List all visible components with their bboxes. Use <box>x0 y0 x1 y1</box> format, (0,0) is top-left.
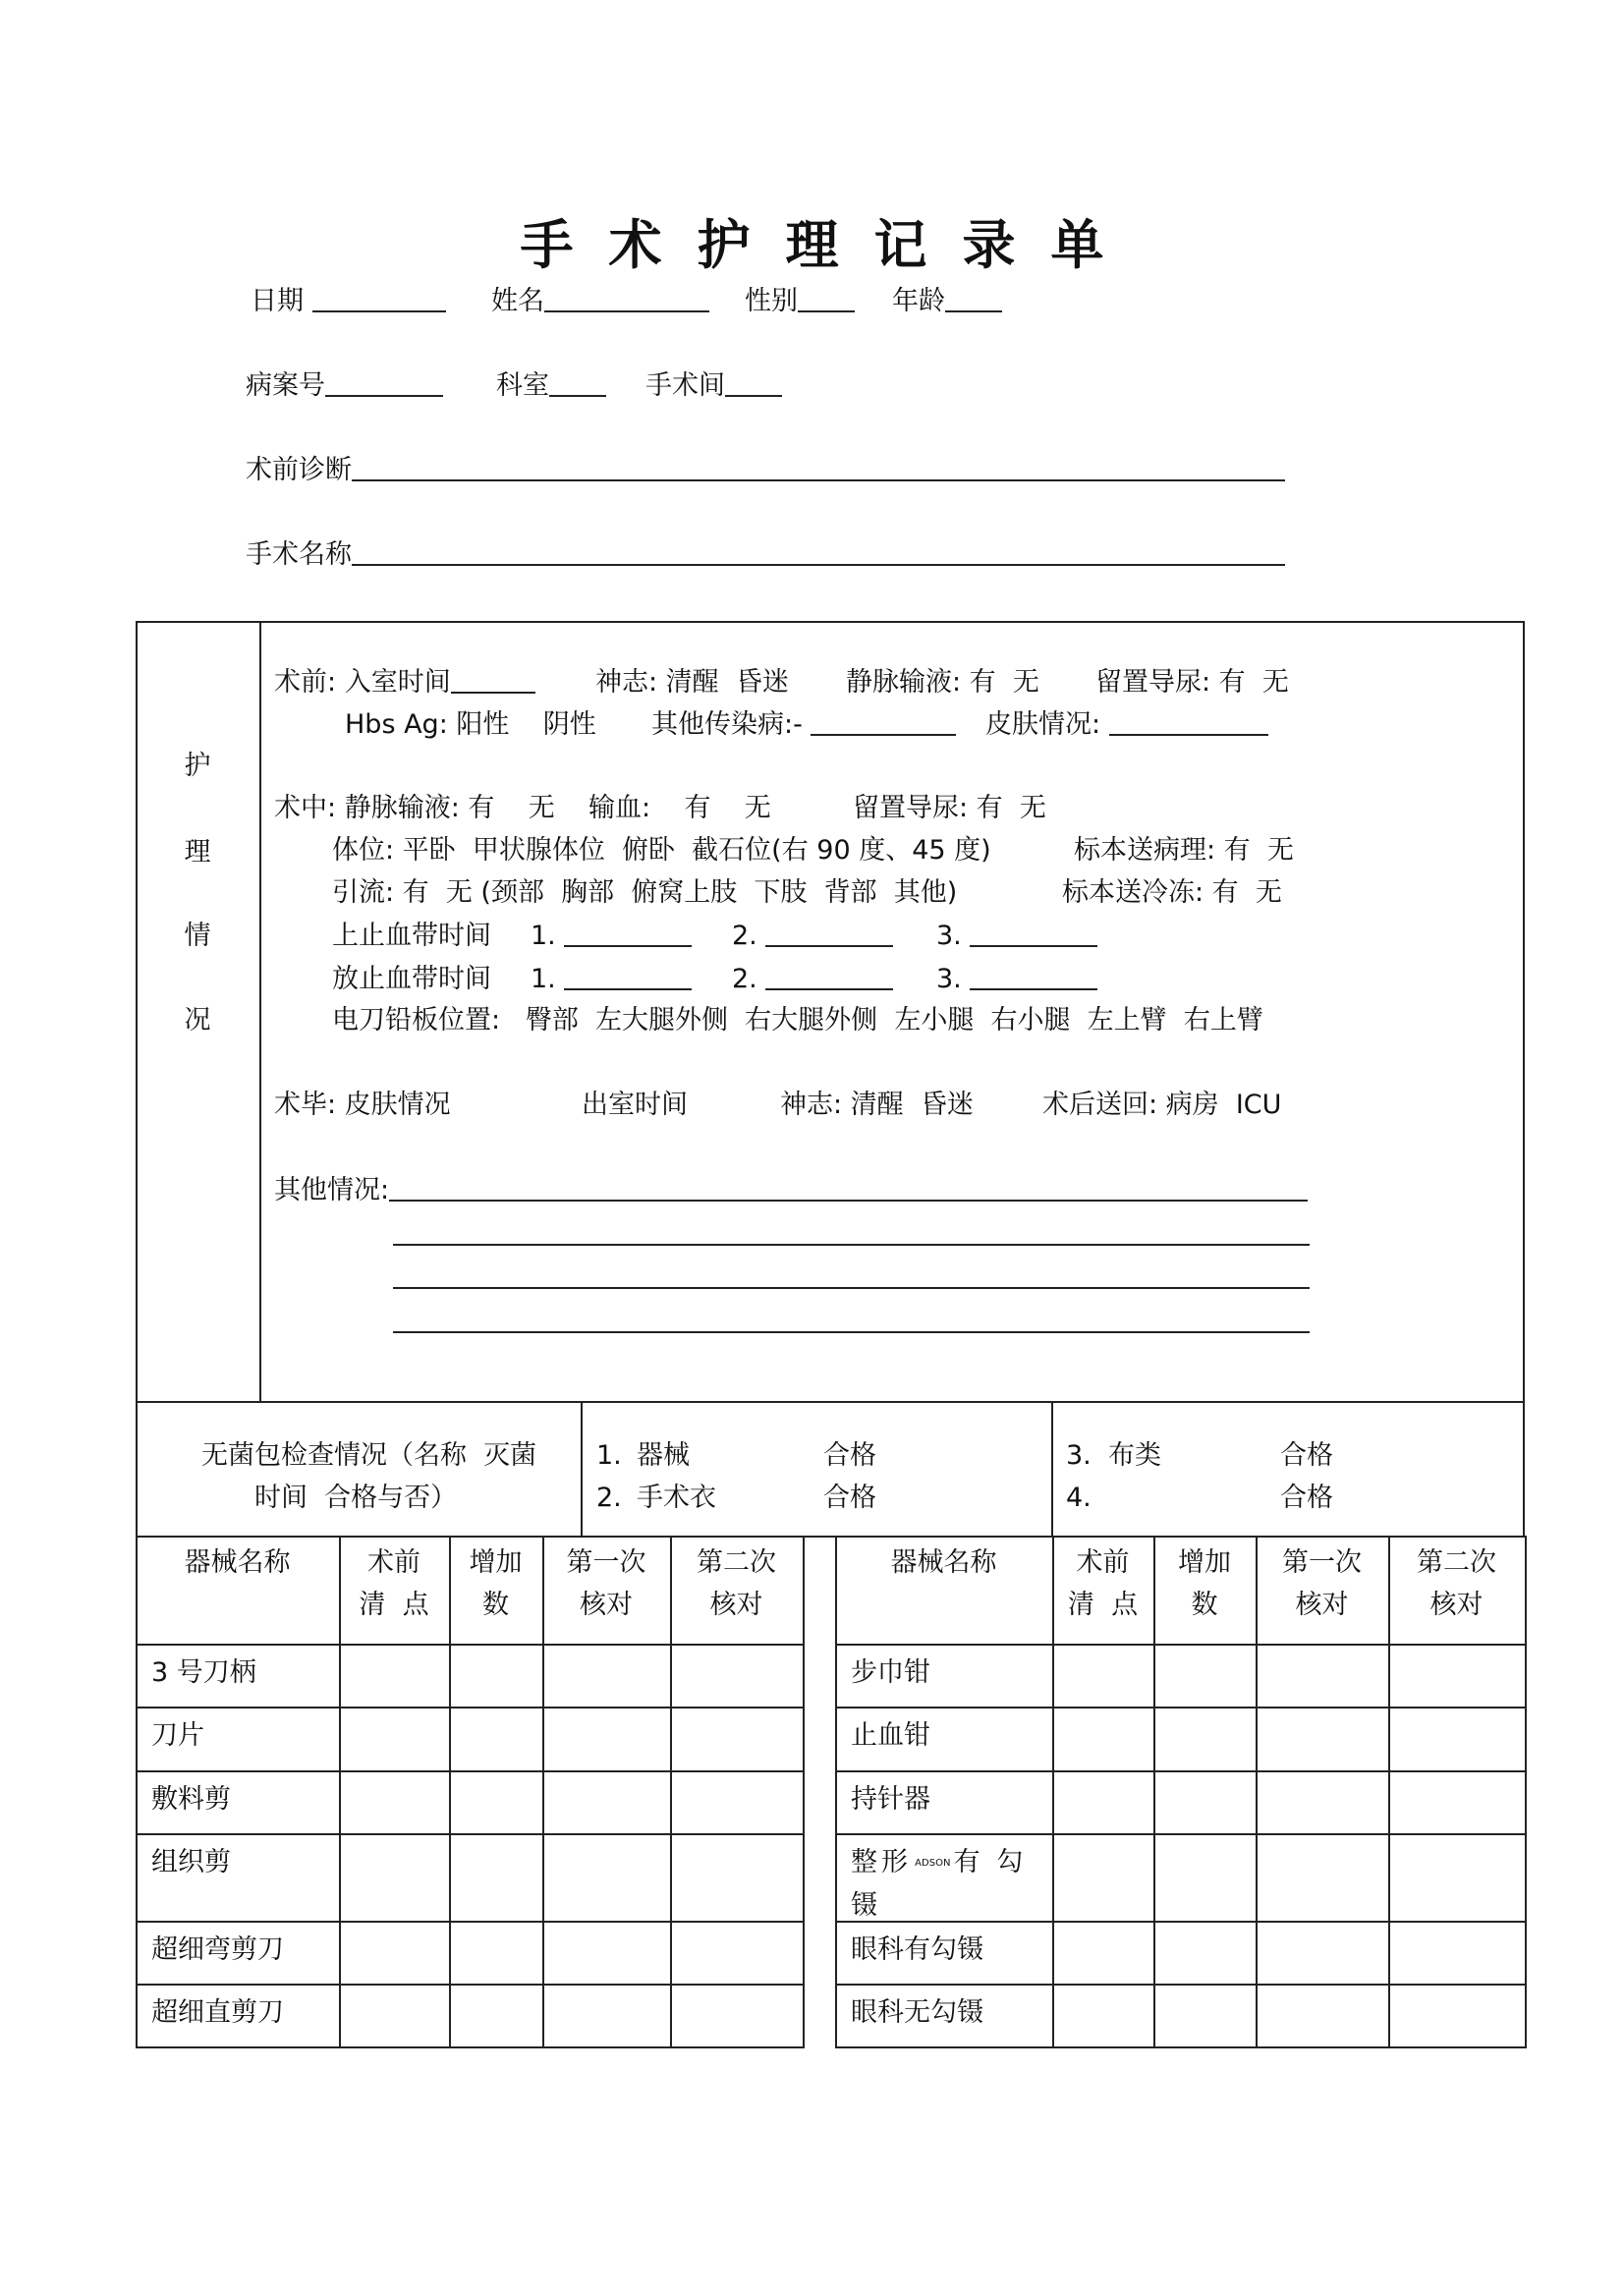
tourniquet-off-label: 放止血带时间 <box>332 964 491 994</box>
count-cell[interactable] <box>1155 1986 1256 2046</box>
instrument-name: 持针器 <box>851 1784 930 1815</box>
column-header-line: 器械名称 <box>184 1547 291 1578</box>
record-no-field[interactable] <box>246 370 443 402</box>
date-label: 日期 <box>251 286 304 316</box>
slot-number: 2. <box>732 964 757 994</box>
count-cell[interactable] <box>341 1708 449 1770</box>
preop-diagnosis-blank[interactable] <box>352 456 1285 481</box>
count-cell[interactable] <box>1390 1772 1525 1833</box>
sterile-item-no: 3. <box>1066 1440 1092 1471</box>
age-blank[interactable] <box>945 287 1002 312</box>
name-label: 姓名 <box>491 286 544 316</box>
count-cell[interactable] <box>1390 1986 1525 2046</box>
side-label-char: 况 <box>184 1005 211 1036</box>
slot-blank[interactable] <box>564 965 692 990</box>
other-infection-blank[interactable] <box>811 710 956 736</box>
slot-number: 3. <box>936 921 962 951</box>
column-header <box>1052 1541 1153 1626</box>
column-header <box>449 1541 542 1626</box>
column-header <box>670 1541 803 1626</box>
slot-number: 2. <box>732 921 757 951</box>
count-cell[interactable] <box>341 1923 449 1984</box>
count-cell[interactable] <box>544 1986 670 2046</box>
count-cell[interactable] <box>1054 1772 1153 1833</box>
intraop-pathology: 标本送病理: 有 无 <box>1074 835 1294 866</box>
adson-label: ADSON <box>912 1858 954 1869</box>
table-column-line <box>803 1536 805 2048</box>
instrument-name: 刀片 <box>151 1720 204 1751</box>
sterile-item-status: 合格 <box>823 1440 876 1471</box>
count-cell[interactable] <box>1054 1708 1153 1770</box>
postop-consciousness: 神志: 清醒 昏迷 <box>780 1090 974 1120</box>
date-field[interactable] <box>251 286 446 317</box>
table-row-line <box>835 2046 1525 2048</box>
count-cell[interactable] <box>341 1646 449 1707</box>
record-no-blank[interactable] <box>325 371 443 397</box>
tourniquet-on-slot[interactable] <box>531 921 692 952</box>
sterile-item-name: 器械 <box>637 1440 690 1471</box>
postop-skin: 术毕: 皮肤情况 <box>274 1090 451 1120</box>
nursing-divider <box>259 621 261 1403</box>
sterile-divider <box>581 1401 583 1536</box>
column-header <box>1256 1541 1388 1626</box>
count-cell[interactable] <box>672 1835 803 1921</box>
count-cell[interactable] <box>1390 1708 1525 1770</box>
count-cell[interactable] <box>1258 1646 1388 1707</box>
entry-time-blank[interactable] <box>451 668 535 694</box>
column-header-line: 增加 <box>1178 1547 1231 1578</box>
name-field[interactable] <box>491 286 709 317</box>
skin-field[interactable] <box>985 709 1268 741</box>
column-header-line: 第二次 <box>1417 1547 1496 1578</box>
preop-catheter: 留置导尿: 有 无 <box>1095 667 1289 698</box>
column-header <box>835 1541 1052 1626</box>
record-no-label: 病案号 <box>246 370 325 401</box>
other-notes-line[interactable] <box>393 1244 1310 1246</box>
column-header-line: 第一次 <box>1282 1547 1362 1578</box>
intraop-drainage: 引流: 有 无 (颈部 胸部 俯窝上肢 下肢 背部 其他) <box>332 877 958 908</box>
sterile-divider <box>1051 1401 1053 1536</box>
tourniquet-off-slot[interactable] <box>936 964 1097 995</box>
count-cell[interactable] <box>544 1835 670 1921</box>
count-cell[interactable] <box>1390 1923 1525 1984</box>
instrument-name: 眼科无勾镊 <box>851 1997 983 2028</box>
sterile-item-status: 合格 <box>1280 1483 1333 1513</box>
instrument-name: 止血钳 <box>851 1720 930 1751</box>
postop-exit-time: 出室时间 <box>582 1090 688 1120</box>
column-header-line: 术前 <box>367 1547 420 1578</box>
count-cell[interactable] <box>451 1923 542 1984</box>
other-notes-line[interactable] <box>393 1331 1310 1333</box>
count-cell[interactable] <box>1054 1923 1153 1984</box>
column-header-line: 清 点 <box>1067 1590 1139 1620</box>
count-cell[interactable] <box>1054 1986 1153 2046</box>
instrument-name-text: 整形 <box>851 1847 912 1877</box>
table-row-line <box>136 2046 803 2048</box>
column-header <box>1388 1541 1525 1626</box>
tourniquet-on-slot[interactable] <box>936 921 1097 952</box>
other-notes-label: 其他情况: <box>274 1175 390 1205</box>
count-cell[interactable] <box>451 1835 542 1921</box>
sterile-item-no: 1. <box>596 1440 622 1471</box>
side-label-char: 情 <box>184 921 211 951</box>
column-header-line: 器械名称 <box>890 1547 997 1578</box>
instrument-name: 敷料剪 <box>151 1784 231 1815</box>
column-header <box>1153 1541 1256 1626</box>
count-cell[interactable] <box>544 1772 670 1833</box>
preop-iv-infusion: 静脉输液: 有 无 <box>846 667 1039 698</box>
sterile-item-no: 2. <box>596 1483 622 1513</box>
intraop-iv-transfusion: 静脉输液: 有 无 输血: 有 无 <box>344 793 771 823</box>
slot-blank[interactable] <box>765 965 893 990</box>
column-header <box>339 1541 449 1626</box>
count-cell[interactable] <box>1390 1646 1525 1707</box>
surgery-name-blank[interactable] <box>352 540 1285 566</box>
intraop-label: 术中: <box>274 793 337 823</box>
side-label-char: 护 <box>184 751 211 781</box>
count-cell[interactable] <box>544 1646 670 1707</box>
column-header <box>542 1541 670 1626</box>
gender-field[interactable] <box>745 286 855 317</box>
operating-room-blank[interactable] <box>725 371 782 397</box>
instrument-name: 3 号刀柄 <box>151 1657 256 1688</box>
tourniquet-off-row <box>332 964 491 995</box>
slot-number: 1. <box>531 921 556 951</box>
count-cell[interactable] <box>1054 1646 1153 1707</box>
hbsag-status: Hbs Ag: 阳性 阴性 <box>345 709 596 740</box>
tourniquet-on-slot[interactable] <box>732 921 893 952</box>
count-cell[interactable] <box>1258 1835 1388 1921</box>
column-header-line <box>835 1584 1052 1626</box>
electrode-position: 电刀铅板位置: 臀部 左大腿外侧 右大腿外侧 左小腿 右小腿 左上臂 右上臂 <box>332 1005 1263 1036</box>
slot-blank[interactable] <box>765 922 893 947</box>
count-cell[interactable] <box>1155 1923 1256 1984</box>
preop-diagnosis-field[interactable] <box>246 455 1285 486</box>
tourniquet-on-row <box>332 921 491 952</box>
instrument-name <box>851 1841 1027 1927</box>
other-notes-field[interactable] <box>274 1175 1308 1206</box>
count-cell[interactable] <box>341 1772 449 1833</box>
count-cell[interactable] <box>672 1772 803 1833</box>
skin-label: 皮肤情况: <box>985 709 1101 740</box>
slot-number: 1. <box>531 964 556 994</box>
count-cell[interactable] <box>451 1646 542 1707</box>
date-blank[interactable] <box>312 287 446 312</box>
count-cell[interactable] <box>451 1986 542 2046</box>
column-header <box>136 1541 339 1626</box>
preop-label: 术前: <box>274 667 337 698</box>
sterile-item-status: 合格 <box>823 1483 876 1513</box>
gender-blank[interactable] <box>798 287 855 312</box>
name-blank[interactable] <box>544 287 709 312</box>
instrument-name: 组织剪 <box>151 1847 231 1877</box>
slot-blank[interactable] <box>970 965 1097 990</box>
sterile-item-status: 合格 <box>1280 1440 1333 1471</box>
count-cell[interactable] <box>341 1986 449 2046</box>
department-field[interactable] <box>496 370 606 402</box>
instrument-name-text: 有 勾 <box>953 1847 1028 1877</box>
count-cell[interactable] <box>1155 1772 1256 1833</box>
intraop-position: 体位: 平卧 甲状腺体位 俯卧 截石位(右 90 度、45 度) <box>332 835 991 866</box>
other-infection-field[interactable] <box>651 709 956 741</box>
other-notes-blank[interactable] <box>389 1176 1308 1202</box>
column-header-line: 核对 <box>709 1590 763 1620</box>
instrument-name: 步巾钳 <box>851 1657 930 1688</box>
count-cell[interactable] <box>451 1772 542 1833</box>
intraop-line <box>274 793 771 824</box>
count-cell[interactable] <box>341 1835 449 1921</box>
count-cell[interactable] <box>1155 1646 1256 1707</box>
count-cell[interactable] <box>1258 1708 1388 1770</box>
instrument-name: 超细弯剪刀 <box>151 1934 284 1965</box>
slot-number: 3. <box>936 964 962 994</box>
slot-blank[interactable] <box>970 922 1097 947</box>
count-cell[interactable] <box>451 1708 542 1770</box>
surgery-name-field[interactable] <box>246 539 1285 571</box>
department-blank[interactable] <box>549 371 606 397</box>
count-cell[interactable] <box>1258 1923 1388 1984</box>
preop-consciousness: 神志: 清醒 昏迷 <box>595 667 789 698</box>
count-cell[interactable] <box>1155 1835 1256 1921</box>
sterile-label-line2: 时间 合格与否） <box>254 1483 458 1513</box>
side-label-char: 理 <box>184 837 211 868</box>
page-title: 手术护理记录单 <box>520 214 1140 276</box>
column-header-line: 核对 <box>580 1590 633 1620</box>
postop-return: 术后送回: 病房 ICU <box>1042 1090 1282 1120</box>
operating-room-label: 手术间 <box>645 370 725 401</box>
instrument-name: 眼科有勾镊 <box>851 1934 983 1965</box>
operating-room-field[interactable] <box>645 370 782 402</box>
instrument-name-text: 镊 <box>851 1890 881 1921</box>
count-cell[interactable] <box>672 1923 803 1984</box>
count-cell[interactable] <box>544 1923 670 1984</box>
tourniquet-off-slot[interactable] <box>531 964 692 995</box>
surgery-name-label: 手术名称 <box>246 539 352 570</box>
count-cell[interactable] <box>1054 1835 1153 1921</box>
column-header-line: 第二次 <box>697 1547 776 1578</box>
skin-blank[interactable] <box>1109 710 1268 736</box>
preop-line <box>274 667 535 699</box>
count-cell[interactable] <box>1390 1835 1525 1921</box>
column-header-line: 核对 <box>1429 1590 1484 1620</box>
count-cell[interactable] <box>1258 1986 1388 2046</box>
table-column-line <box>1525 1536 1527 2048</box>
other-infection-label: 其他传染病:- <box>651 709 803 740</box>
age-label: 年龄 <box>892 286 945 316</box>
department-label: 科室 <box>496 370 549 401</box>
column-header-line: 第一次 <box>566 1547 646 1578</box>
entry-time-label: 入室时间 <box>344 667 451 698</box>
column-header-line: 增加 <box>469 1547 523 1578</box>
intraop-catheter: 留置导尿: 有 无 <box>853 793 1046 823</box>
count-cell[interactable] <box>672 1646 803 1707</box>
count-cell[interactable] <box>672 1708 803 1770</box>
column-header-line: 清 点 <box>359 1590 429 1620</box>
column-header-line: 数 <box>482 1590 509 1620</box>
count-cell[interactable] <box>544 1708 670 1770</box>
column-header-line: 术前 <box>1076 1547 1130 1578</box>
column-header-line <box>136 1584 339 1626</box>
column-header-line: 核对 <box>1295 1590 1349 1620</box>
sterile-item-no: 4. <box>1066 1483 1092 1513</box>
tourniquet-on-label: 上止血带时间 <box>332 921 491 951</box>
slot-blank[interactable] <box>564 922 692 947</box>
sterile-label-line1: 无菌包检查情况（名称 灭菌 <box>201 1440 537 1471</box>
intraop-frozen: 标本送冷冻: 有 无 <box>1062 877 1282 908</box>
gender-label: 性别 <box>745 286 798 316</box>
sterile-item-name: 布类 <box>1108 1440 1161 1471</box>
count-cell[interactable] <box>1258 1772 1388 1833</box>
sterile-item-name: 手术衣 <box>637 1483 716 1513</box>
count-cell[interactable] <box>672 1986 803 2046</box>
column-header-line: 数 <box>1191 1590 1218 1620</box>
tourniquet-off-slot[interactable] <box>732 964 893 995</box>
other-notes-line[interactable] <box>393 1287 1310 1289</box>
instrument-name: 超细直剪刀 <box>151 1997 284 2028</box>
preop-diagnosis-label: 术前诊断 <box>246 455 352 485</box>
count-cell[interactable] <box>1155 1708 1256 1770</box>
age-field[interactable] <box>892 286 1002 317</box>
